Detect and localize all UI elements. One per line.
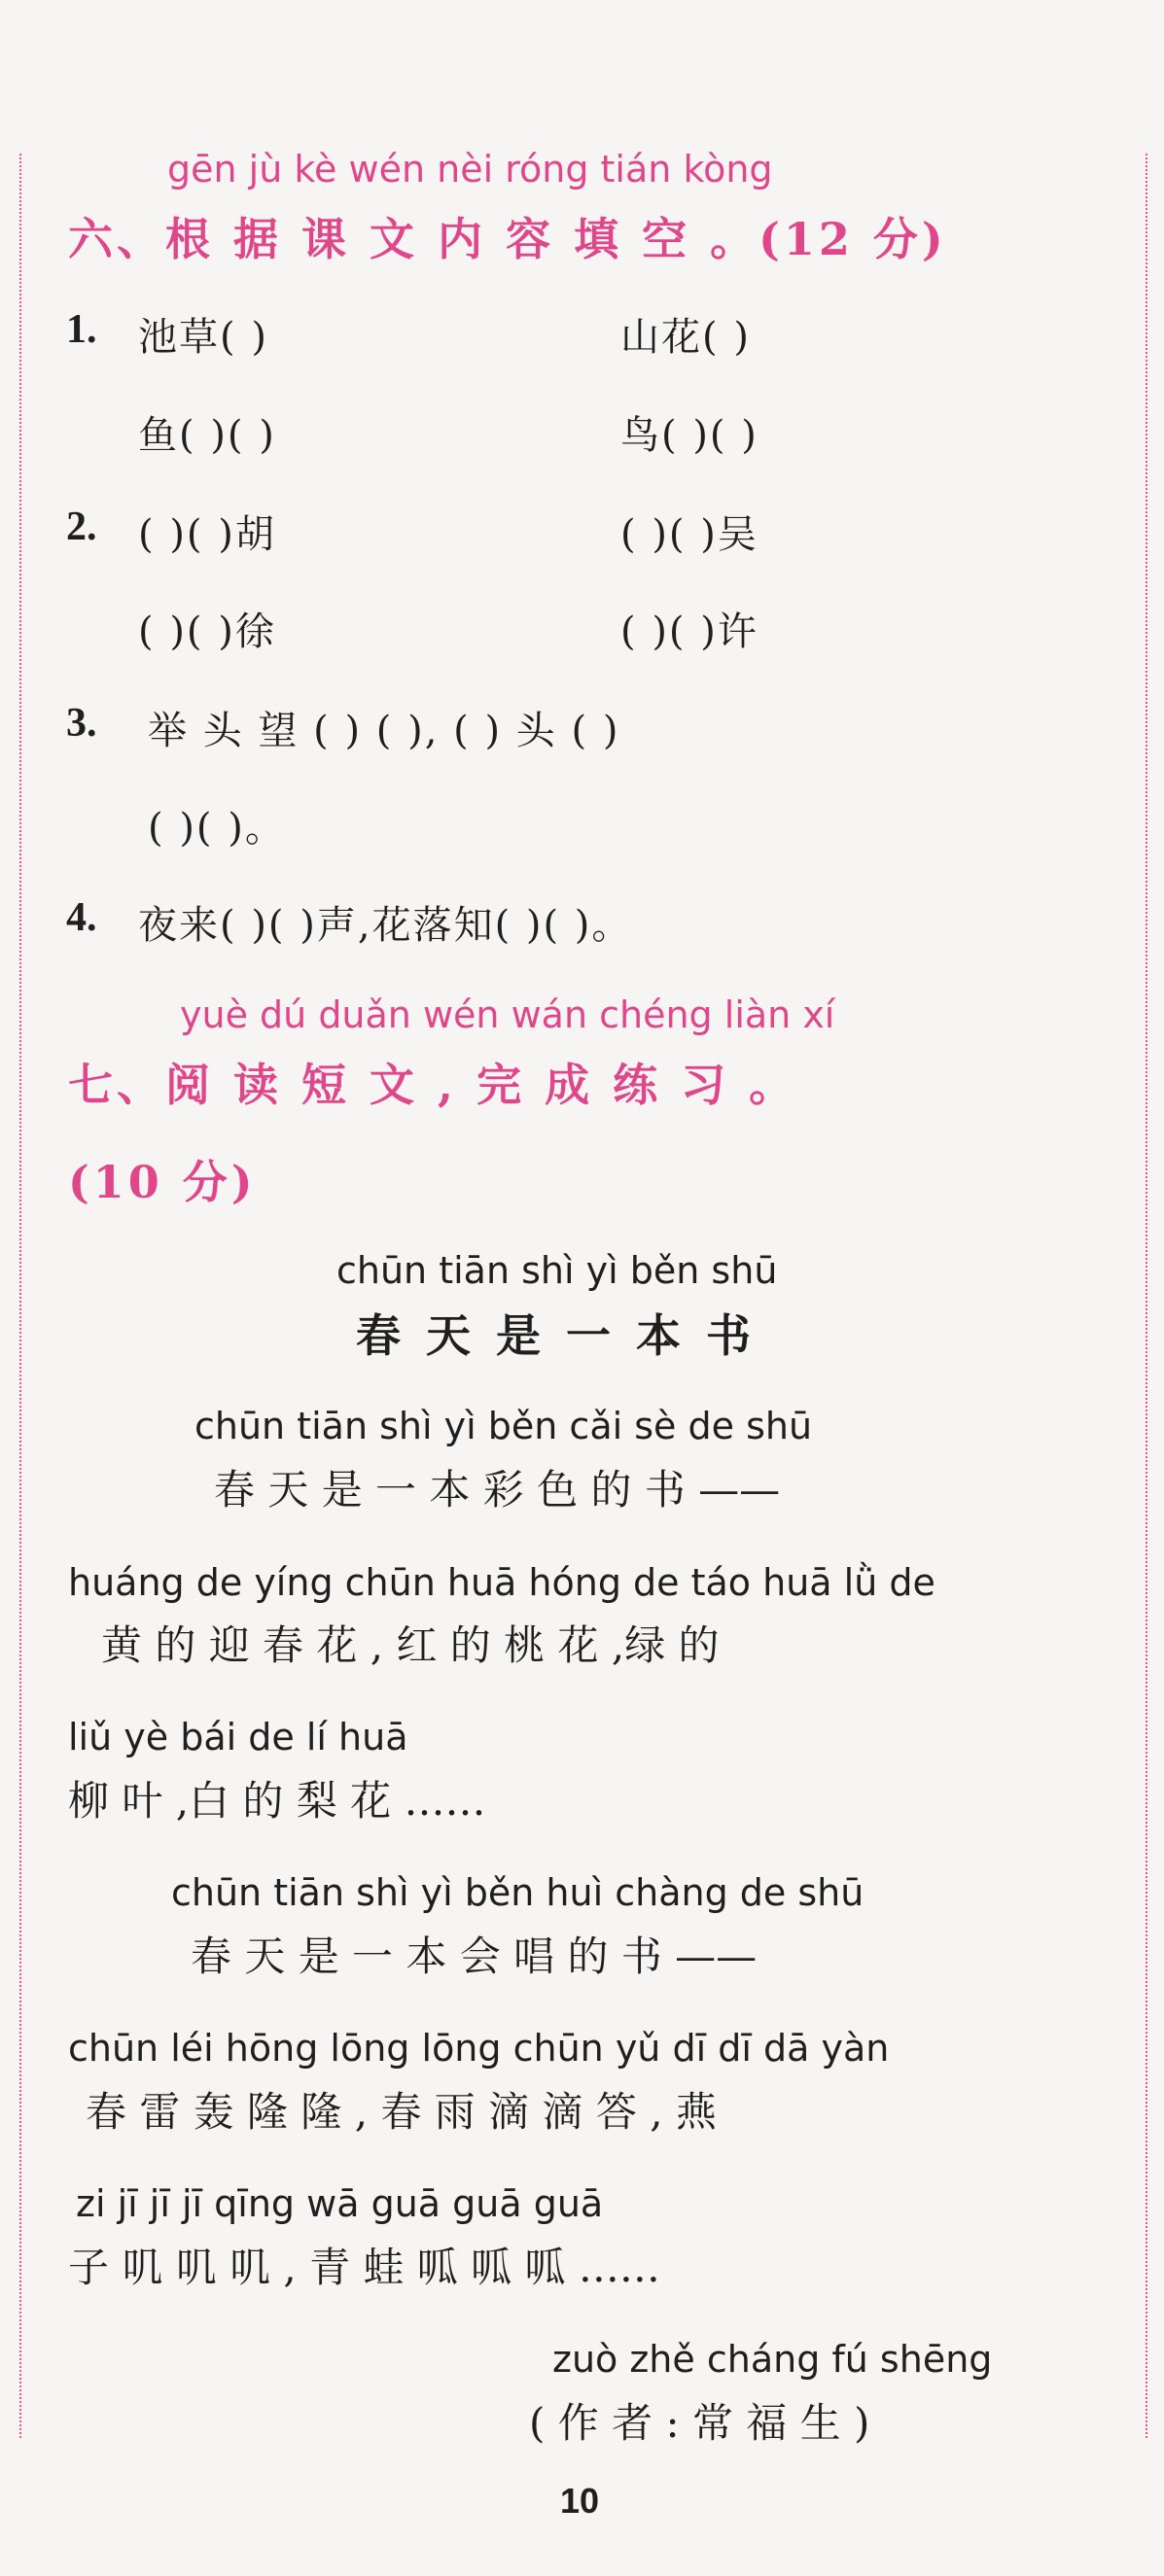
q2-line2-right: ( )( )许 [620,609,758,654]
section6-heading: 六、根 据 课 文 内 容 填 空 。(12 分) [68,213,947,265]
q3-number: 3. [66,701,97,746]
q2-number: 2. [66,505,97,549]
q1-line1-left: 池草( ) [138,315,268,360]
q2-line2-left: ( )( )徐 [138,609,276,654]
poem-line1: 春 天 是 一 本 彩 色 的 书 —— [214,1466,781,1514]
q1-line2-right: 鸟( )( ) [620,413,758,458]
poem-line4: 春 天 是 一 本 会 唱 的 书 —— [191,1932,758,1980]
q2-line1-left: ( )( )胡 [138,512,276,557]
q4-line1: 夜来( )( )声,花落知( )( )。 [138,903,633,948]
page-number: 10 [560,2481,600,2521]
poem-line5: 春 雷 轰 隆 隆 , 春 雨 滴 滴 答 , 燕 [86,2088,717,2136]
q1-number: 1. [66,307,97,352]
poem-line6: 子 叽 叽 叽 , 青 蛙 呱 呱 呱 …… [68,2244,660,2291]
author-pinyin: zuò zhě cháng fú shēng [552,2338,993,2381]
poem-line1-pinyin: chūn tiān shì yì běn cǎi sè de shū [194,1405,813,1447]
section6-pinyin: gēn jù kè wén nèi róng tián kòng [167,148,773,191]
q1-line1-right: 山花( ) [620,315,751,360]
author: ( 作 者 : 常 福 生 ) [529,2399,870,2447]
q2-line1-right: ( )( )吴 [620,512,758,557]
poem-line4-pinyin: chūn tiān shì yì běn huì chàng de shū [171,1871,864,1914]
poem-line3-pinyin: liǔ yè bái de lí huā [68,1716,408,1758]
poem-title-pinyin: chūn tiān shì yì běn shū [336,1249,778,1292]
poem-line6-pinyin: zi jī jī jī qīng wā guā guā guā [76,2182,604,2225]
left-dotted-margin [19,154,21,2438]
section7-score: (10 分) [68,1156,257,1208]
poem-line3: 柳 叶 ,白 的 梨 花 …… [68,1777,486,1825]
q3-line1: 举 头 望 ( ) ( ), ( ) 头 ( ) [148,709,620,753]
section7-heading: 七、阅 读 短 文 , 完 成 练 习 。 [68,1059,798,1111]
poem-line2: 黄 的 迎 春 花 , 红 的 桃 花 ,绿 的 [101,1621,720,1669]
q4-number: 4. [66,895,97,940]
poem-title: 春天是一本书 [356,1309,776,1362]
poem-line5-pinyin: chūn léi hōng lōng lōng chūn yǔ dī dī dā yàn [68,2027,890,2070]
right-dotted-margin [1146,154,1147,2438]
section7-pinyin: yuè dú duǎn wén wán chéng liàn xí [180,993,835,1036]
poem-line2-pinyin: huáng de yíng chūn huā hóng de táo huā lǜ de [68,1561,935,1604]
q1-line2-left: 鱼( )( ) [138,413,276,458]
q3-line2: ( )( )。 [148,806,286,851]
